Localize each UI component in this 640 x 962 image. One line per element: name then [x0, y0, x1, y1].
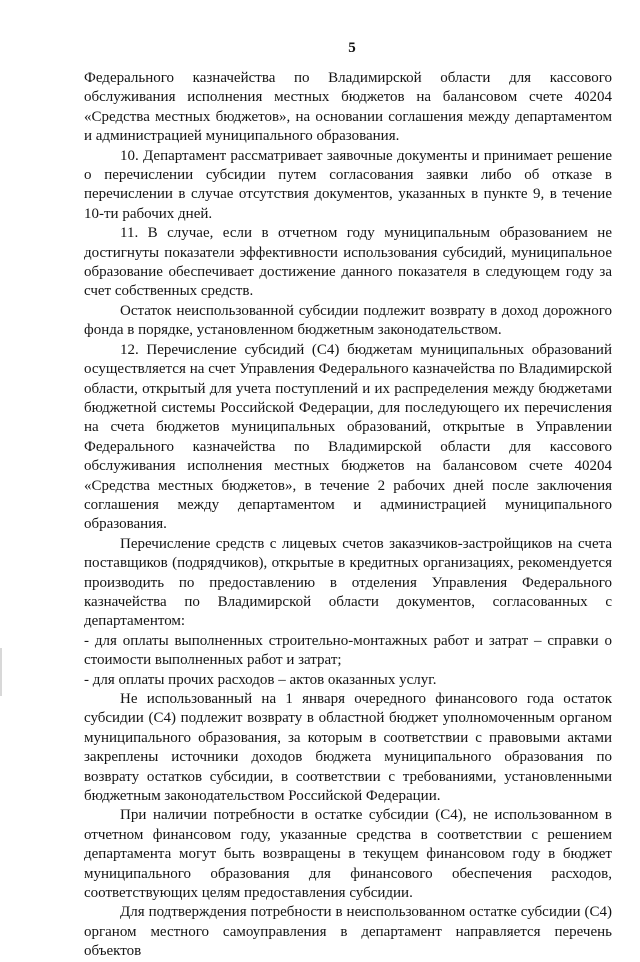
- paragraph-9: Для подтверждения потребности в неиспользованном остатке субсидии (С4) органом местного самоуправления в департамент направляется перечень объектов: [84, 904, 612, 960]
- paragraph-6: Перечисление средств с лицевых счетов заказчиков-застройщиков на счета поставщиков (подрядчиков), открытые в кредитных организациях, рекомендуется производить по предоставлению в отделения Управления Федерального казначейства по Владимирской области документов, согласованных с департаментом:: [84, 535, 612, 630]
- paragraph-5: 12. Перечисление субсидий (С4) бюджетам муниципальных образований осуществляется на счет Управления Федерального казначейства по Владимирской области, открытый для учета поступлений и их распределения между бюджетами бюджетной системы Российской Федерации, для последующего их перечисления на счета бюджетов муниципальных образований, открытые в Управлении Федерального казначейства по Владимирской области для кассового обслуживания исполнения местных бюджетов на балансовом счете 40204 «Средства местных бюджетов», в течение 2 рабочих дней после заключения соглашения между департаментом и администрацией муниципального образования.: [84, 341, 612, 533]
- paragraph-4: Остаток неиспользованной субсидии подлежит возврату в доход дорожного фонда в порядке, установленном бюджетным законодательством.: [84, 302, 612, 339]
- page-number: 5: [348, 40, 356, 56]
- paragraph-7: Не использованный на 1 января очередного финансового года остаток субсидии (С4) подлежит возврату в областной бюджет уполномоченным органом муниципального образования, за которым в соответствии с правовыми актами закреплены источники доходов бюджета муниципального образования по возврату остатков субсидии, в соответствии с требованиями, установленными бюджетным законодательством Российской Федерации.: [84, 691, 612, 805]
- paragraph-1: Федерального казначейства по Владимирской области для кассового обслуживания исполнения местных бюджетов на балансовом счете 40204 «Средства местных бюджетов», на основании соглашения между департаментом и администрацией муниципального образования.: [84, 70, 612, 145]
- paragraph-3: 11. В случае, если в отчетном году муниципальным образованием не достигнуты показатели эффективности использования субсидий, муниципальное образование обеспечивает достижение данного показателя в следующем году за счет собственных средств.: [84, 225, 612, 300]
- list-item-1: - для оплаты выполненных строительно-монтажных работ и затрат – справки о стоимости выполненных работ и затрат;: [84, 632, 612, 669]
- scan-edge-mark: [0, 648, 2, 696]
- paragraph-2: 10. Департамент рассматривает заявочные документы и принимает решение о перечислении субсидии путем согласования заявки либо об отказе в перечислении в случае отсутствия документов, указанных в пункте 9, в течение 10-ти рабочих дней.: [84, 147, 612, 222]
- list-item-2: - для оплаты прочих расходов – актов оказанных услуг.: [84, 671, 437, 688]
- paragraph-8: При наличии потребности в остатке субсидии (С4), не использованном в отчетном финансовом году, указанные средства в соответствии с решением департамента могут быть возвращены в текущем финансовом году в бюджет муниципального образования для финансового обеспечения расходов, соответствующих целям предоставления субсидии.: [84, 807, 612, 902]
